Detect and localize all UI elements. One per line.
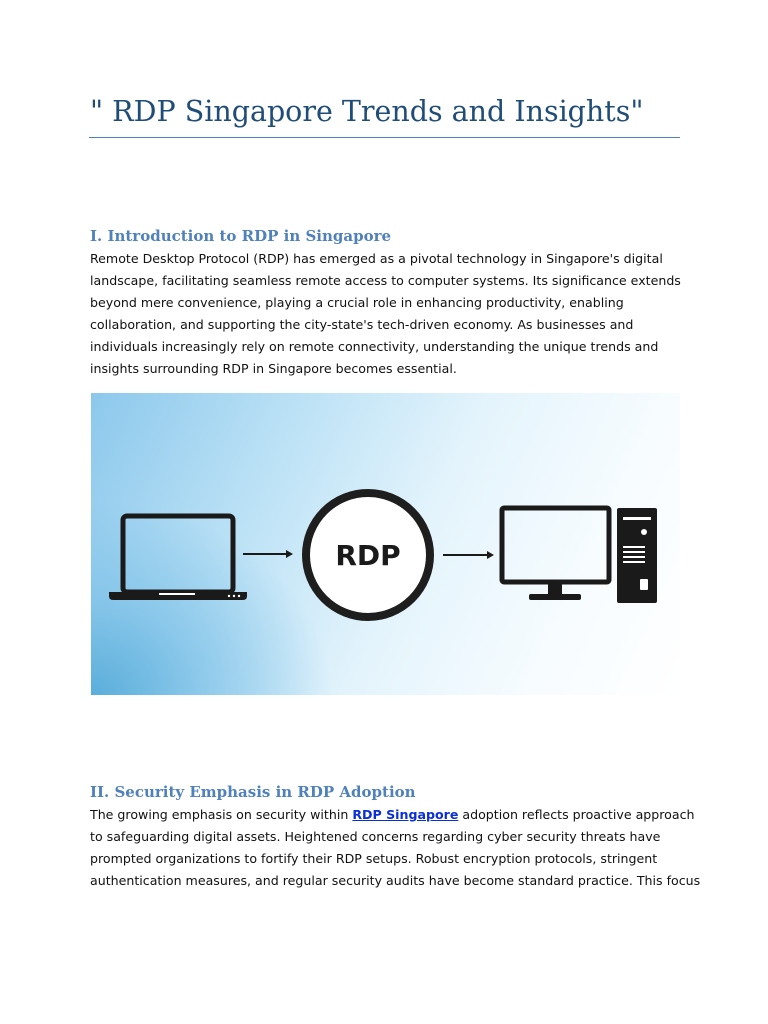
rdp-illustration <box>91 393 680 695</box>
paragraph-line <box>90 804 695 826</box>
line-text: adoption reflects proactive approach <box>458 807 695 822</box>
title-underline <box>89 137 680 138</box>
security-paragraph <box>90 804 701 892</box>
line-text: The growing emphasis on security within <box>90 807 353 822</box>
paragraph-line: collaboration, and supporting the city-state's tech-driven economy. As businesses and <box>90 317 634 332</box>
document-title: " RDP Singapore Trends and Insights" <box>90 95 644 128</box>
monitor-icon <box>502 508 609 600</box>
paragraph-line: authentication measures, and regular security audits have become standard practice. This focus <box>90 873 701 888</box>
laptop-icon <box>109 515 247 600</box>
rdp-label: RDP <box>335 539 401 572</box>
paragraph-line: landscape, facilitating seamless remote access to computer systems. Its significance extends <box>90 273 681 288</box>
rdp-singapore-link[interactable]: RDP Singapore <box>352 807 459 822</box>
arrow-right-icon <box>443 551 494 559</box>
section-heading-introduction: I. Introduction to RDP in Singapore <box>90 227 392 245</box>
desktop-tower-icon <box>617 508 657 603</box>
rdp-circle <box>306 493 430 617</box>
paragraph-line: prompted organizations to fortify their RDP setups. Robust encryption protocols, stringent <box>90 851 658 866</box>
paragraph-line: insights surrounding RDP in Singapore becomes essential. <box>90 361 457 376</box>
paragraph-line: Remote Desktop Protocol (RDP) has emerged as a pivotal technology in Singapore's digital <box>90 251 663 266</box>
arrow-right-icon <box>243 550 293 558</box>
section-heading-security: II. Security Emphasis in RDP Adoption <box>90 783 416 801</box>
introduction-paragraph <box>90 248 686 380</box>
paragraph-line: to safeguarding digital assets. Heightened concerns regarding cyber security threats have <box>90 829 661 844</box>
paragraph-line: beyond mere convenience, playing a crucial role in enhancing productivity, enabling <box>90 295 624 310</box>
paragraph-line: individuals increasingly rely on remote connectivity, understanding the unique trends and <box>90 339 659 354</box>
